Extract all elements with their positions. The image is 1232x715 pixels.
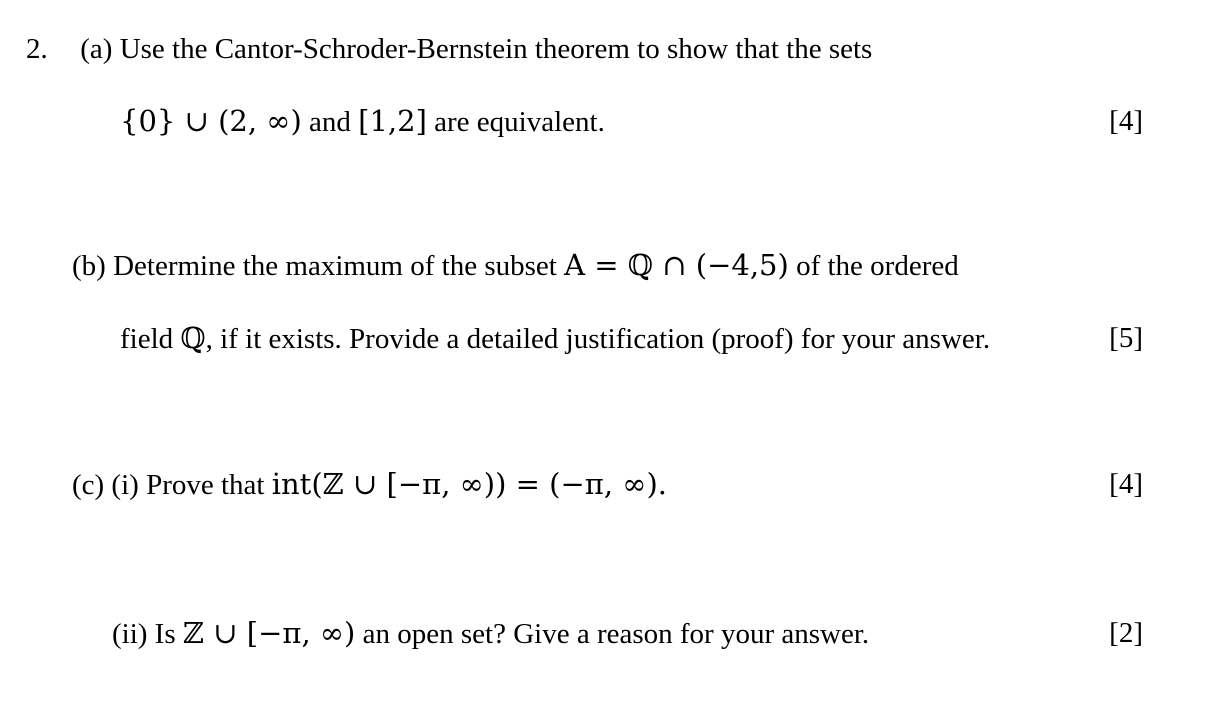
question-b-line2 <box>120 320 990 357</box>
part-b-line2-text-1: field <box>120 323 181 355</box>
part-b-line2-text-2: , if it exists. Provide a detailed justification (proof) for your answer. <box>205 323 991 355</box>
part-b-line2-math: ℚ <box>180 321 206 355</box>
part-c-i-math: int(ℤ ∪ [−π, ∞)) = (−π, ∞). <box>271 467 667 501</box>
part-a-math-1: {0} ∪ (2, ∞) <box>120 104 302 138</box>
part-a-text-line1: Use the Cantor-Schroder-Bernstein theorem to show that the sets <box>119 33 873 65</box>
question-b-line1 <box>72 247 959 284</box>
part-b-math-1: A = ℚ ∩ (−4,5) <box>564 248 789 282</box>
part-c-label: (c) (i) <box>72 469 139 501</box>
question-a-line1 <box>26 31 872 67</box>
question-number: 2. <box>26 33 48 65</box>
question-c-i-line <box>72 466 667 503</box>
question-c-ii-line <box>112 615 869 652</box>
part-c-i-marks: [4] <box>1109 468 1143 500</box>
part-a-text-equivalent: are equivalent. <box>426 106 605 138</box>
part-b-text-1: Determine the maximum of the subset <box>105 250 565 282</box>
part-c-ii-label: (ii) Is <box>112 618 183 650</box>
part-a-marks: [4] <box>1109 105 1143 137</box>
part-b-text-2: of the ordered <box>788 250 959 282</box>
part-a-math-2: [1,2] <box>358 104 427 138</box>
part-b-label: (b) <box>72 250 106 282</box>
part-c-ii-marks: [2] <box>1109 617 1143 649</box>
question-a-line2 <box>120 103 605 140</box>
part-c-ii-math: ℤ ∪ [−π, ∞) <box>182 616 356 650</box>
part-a-label: (a) <box>80 33 113 65</box>
part-c-ii-text: an open set? Give a reason for your answer. <box>355 618 870 650</box>
part-a-text-and: and <box>301 106 359 138</box>
part-c-i-text: Prove that <box>138 469 272 501</box>
part-b-marks: [5] <box>1109 322 1143 354</box>
